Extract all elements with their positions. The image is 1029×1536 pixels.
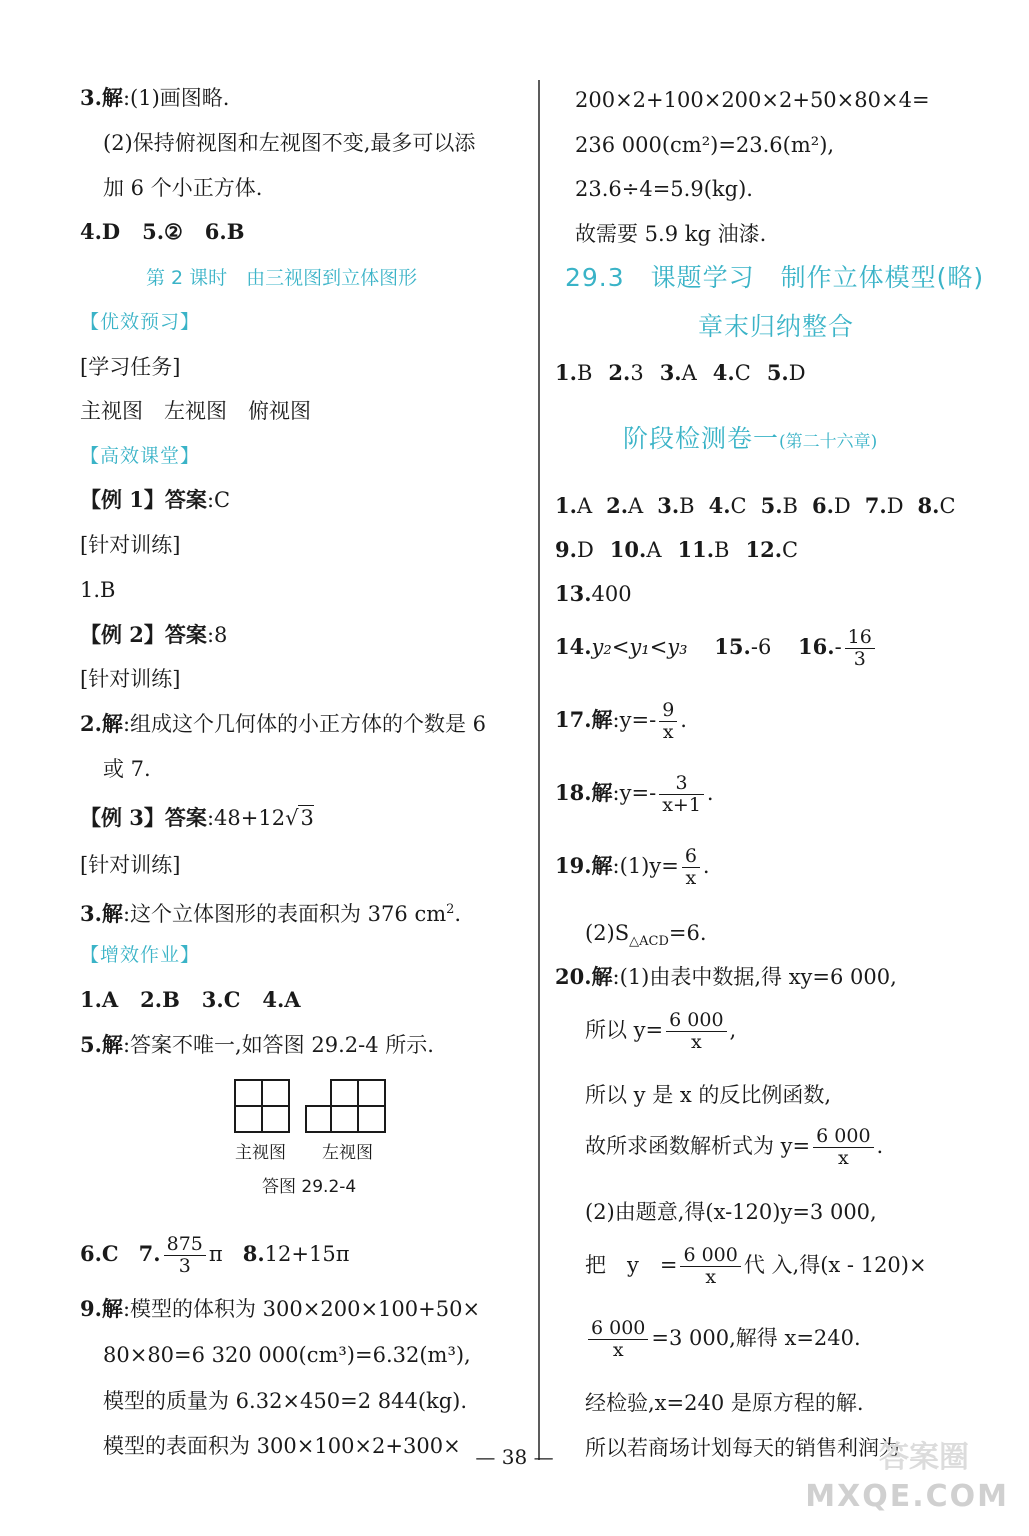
q3-line-b1: (2)保持俯视图和左视图不变,最多可以添 (103, 131, 476, 155)
figure-views-grid (230, 1078, 400, 1138)
answer-item (610, 538, 662, 562)
q20-line-h: 经检验,x=240 是原方程的解. (585, 1391, 864, 1415)
answer-choice: D (576, 538, 594, 562)
q20-line-c: 所以 y 是 x 的反比例函数, (585, 1083, 832, 1107)
answer-number: 9. (555, 537, 577, 562)
answer-number: 7. (864, 493, 887, 518)
answer-item (767, 361, 806, 385)
answer-choice: C (782, 538, 799, 562)
answer-choice: A (681, 361, 697, 385)
answer-number: 12. (745, 537, 783, 562)
answer-choice: D (788, 361, 806, 385)
answer-number: 3. (659, 360, 682, 385)
q16-fraction: $\frac{16}{3}$ (845, 627, 875, 670)
example-1: 【例 1】答案:C (80, 487, 231, 512)
drill-label-3: [针对训练] (80, 853, 181, 877)
q3-line-b2: 加 6 个小正方体. (103, 176, 263, 200)
example-3: 【例 3】答案:48+12√3 (80, 805, 314, 830)
q19-fraction: $\frac{6}{x}$ (682, 846, 700, 889)
answer-choice: A (576, 494, 593, 518)
column-divider (538, 80, 540, 1460)
q20-line-i: 所以若商场计划每天的销售利润为 (585, 1436, 900, 1460)
answer-item (709, 494, 747, 518)
q20-line-g: $\frac{6 000}{x}$ =3 000,解得 x=240. (585, 1318, 861, 1361)
q20-line-f: 把 y = $\frac{6 000}{x}$ 代 入,得(x - 120)× (585, 1244, 927, 1288)
calc-line-3: 23.6÷4=5.9(kg). (575, 177, 753, 201)
answer-choice: B (576, 361, 593, 385)
q20-line-d: 故所求函数解析式为 y= $\frac{6 000}{x}$ . (585, 1125, 884, 1169)
hw-9-line-c: 模型的质量为 6.32×450=2 844(kg). (103, 1389, 468, 1413)
answer-choice: C (939, 494, 956, 518)
answer-item (745, 538, 798, 562)
watermark-logo: 答案圈 (879, 1440, 969, 1475)
answer-item (761, 494, 798, 518)
drill-3-line: 3.解:这个立体图形的表面积为 376 $cm^2$. (80, 901, 462, 926)
answer-item (812, 494, 851, 518)
q17-line: 17.解:y=- $\frac{9}{x}$ . (555, 699, 687, 743)
answer-number: 2. (606, 493, 629, 518)
q18-line: 18.解:y=- $\frac{3}{x+1}$ . (555, 772, 714, 816)
tag-homework: 【增效作业】 (80, 944, 201, 966)
q14-16-answers: 14.y₂<y₁<y₃ 15.-6 16.- $\frac{16}{3}$ (555, 627, 878, 670)
q20-line-e: (2)由题意,得(x-120)y=3 000, (585, 1200, 877, 1224)
drill-2-line-a: 2.解:组成这个几何体的小正方体的个数是 6 (80, 711, 487, 736)
answer-number: 8. (917, 493, 940, 518)
q20-fraction-b: $\frac{6 000}{x}$ (666, 1010, 726, 1053)
watermark-url: MXQE.COM (805, 1479, 1009, 1514)
answer-item (555, 538, 594, 562)
hw-7-fraction: $\frac{875}{3}$ (164, 1234, 206, 1277)
answer-choice: C (730, 494, 747, 518)
answer-number: 1. (555, 360, 577, 385)
drill-1-answer: 1.B (80, 578, 116, 602)
hw-5-line: 5.解:答案不唯一,如答图 29.2-4 所示. (80, 1032, 434, 1057)
answer-item (713, 361, 751, 385)
answer-number: 6. (811, 493, 834, 518)
tag-classroom: 【高效课堂】 (80, 445, 201, 467)
answer-item (918, 494, 956, 518)
drill-2-line-b: 或 7. (103, 757, 151, 781)
answer-item (608, 361, 643, 385)
q17-fraction: $\frac{9}{x}$ (659, 700, 677, 743)
answer-number: 10. (609, 537, 647, 562)
page-number: — 38 — (475, 1445, 554, 1469)
figure-label-front: 主视图 (235, 1143, 286, 1163)
test-answers-row-1 (555, 491, 970, 521)
answer-number: 3. (657, 493, 680, 518)
answer-number: 5. (760, 493, 783, 518)
answer-item (555, 494, 592, 518)
task-label: [学习任务] (80, 355, 181, 379)
answer-item (678, 538, 730, 562)
lesson-title: 第 2 课时 由三视图到立体图形 (146, 267, 418, 289)
example-2: 【例 2】答案:8 (80, 622, 228, 647)
section-title: 29.3 课题学习 制作立体模型(略) (565, 263, 985, 292)
q20-fraction-f: $\frac{6 000}{x}$ (680, 1245, 740, 1288)
test-title: 阶段检测卷一(第二十六章) (623, 424, 878, 453)
answer-choice: 3 (630, 361, 644, 385)
answer-choice: C (734, 361, 751, 385)
answer-item (865, 494, 904, 518)
answer-number: 11. (677, 537, 715, 562)
summary-answers (555, 358, 822, 388)
q4-6-answers: 4.D 5.② 6.B (80, 219, 245, 244)
tag-preview: 【优效预习】 (80, 311, 201, 333)
calc-line-4: 故需要 5.9 kg 油漆. (575, 222, 767, 246)
hw-9-line-b: 80×80=6 320 000(cm³)=6.32(m³), (103, 1343, 471, 1367)
q19-line-a: 19.解:(1)y= $\frac{6}{x}$ . (555, 845, 710, 889)
hw-1-4-answers: 1.A 2.B 3.C 4.A (80, 987, 301, 1012)
hw-9-line-a: 9.解:模型的体积为 300×200×100+50× (80, 1296, 481, 1321)
drill-label-1: [针对训练] (80, 533, 181, 557)
views-line: 主视图 左视图 俯视图 (80, 399, 311, 423)
q20-line-a: 20.解:(1)由表中数据,得 xy=6 000, (555, 964, 897, 989)
summary-title: 章末归纳整合 (698, 312, 855, 341)
answer-choice: A (628, 494, 644, 518)
q20-fraction-d: $\frac{6 000}{x}$ (813, 1126, 873, 1169)
test-answers-row-2 (555, 535, 814, 565)
q20-fraction-g: $\frac{6 000}{x}$ (588, 1318, 648, 1361)
answer-choice: B (714, 538, 730, 562)
hw-6-8-answers: 6.C 7. $\frac{875}{3}$ π 8.12+15π (80, 1233, 350, 1277)
q20-line-b: 所以 y= $\frac{6 000}{x}$ , (585, 1009, 737, 1053)
figure-label-side: 左视图 (322, 1143, 373, 1163)
drill-label-2: [针对训练] (80, 667, 181, 691)
answer-number: 4. (712, 360, 735, 385)
answer-item (555, 361, 592, 385)
q3-line-a: 3.解:(1)画图略. (80, 85, 230, 110)
q13-answer: 13.400 (555, 581, 632, 606)
calc-line-2: 236 000(cm²)=23.6(m²), (575, 133, 835, 157)
hw-9-line-d: 模型的表面积为 300×100×2+300× (103, 1434, 461, 1458)
front-view-drawing (235, 1080, 289, 1132)
figure-caption: 答图 29.2-4 (262, 1177, 357, 1197)
q18-fraction: $\frac{3}{x+1}$ (659, 773, 704, 816)
answer-number: 1. (555, 493, 577, 518)
answer-choice: D (833, 494, 851, 518)
side-view-drawing (306, 1080, 385, 1132)
answer-choice: D (886, 494, 904, 518)
answer-item (660, 361, 697, 385)
answer-item (606, 494, 643, 518)
answer-choice: A (646, 538, 662, 562)
answer-number: 4. (708, 493, 731, 518)
answer-item (657, 494, 694, 518)
answer-choice: B (679, 494, 695, 518)
q19-line-b: $(2)S_{\triangle ACD}=6$. (585, 921, 707, 950)
answer-choice: B (782, 494, 798, 518)
answer-number: 2. (608, 360, 631, 385)
answer-number: 5. (766, 360, 789, 385)
calc-line-1: 200×2+100×200×2+50×80×4= (575, 88, 930, 112)
